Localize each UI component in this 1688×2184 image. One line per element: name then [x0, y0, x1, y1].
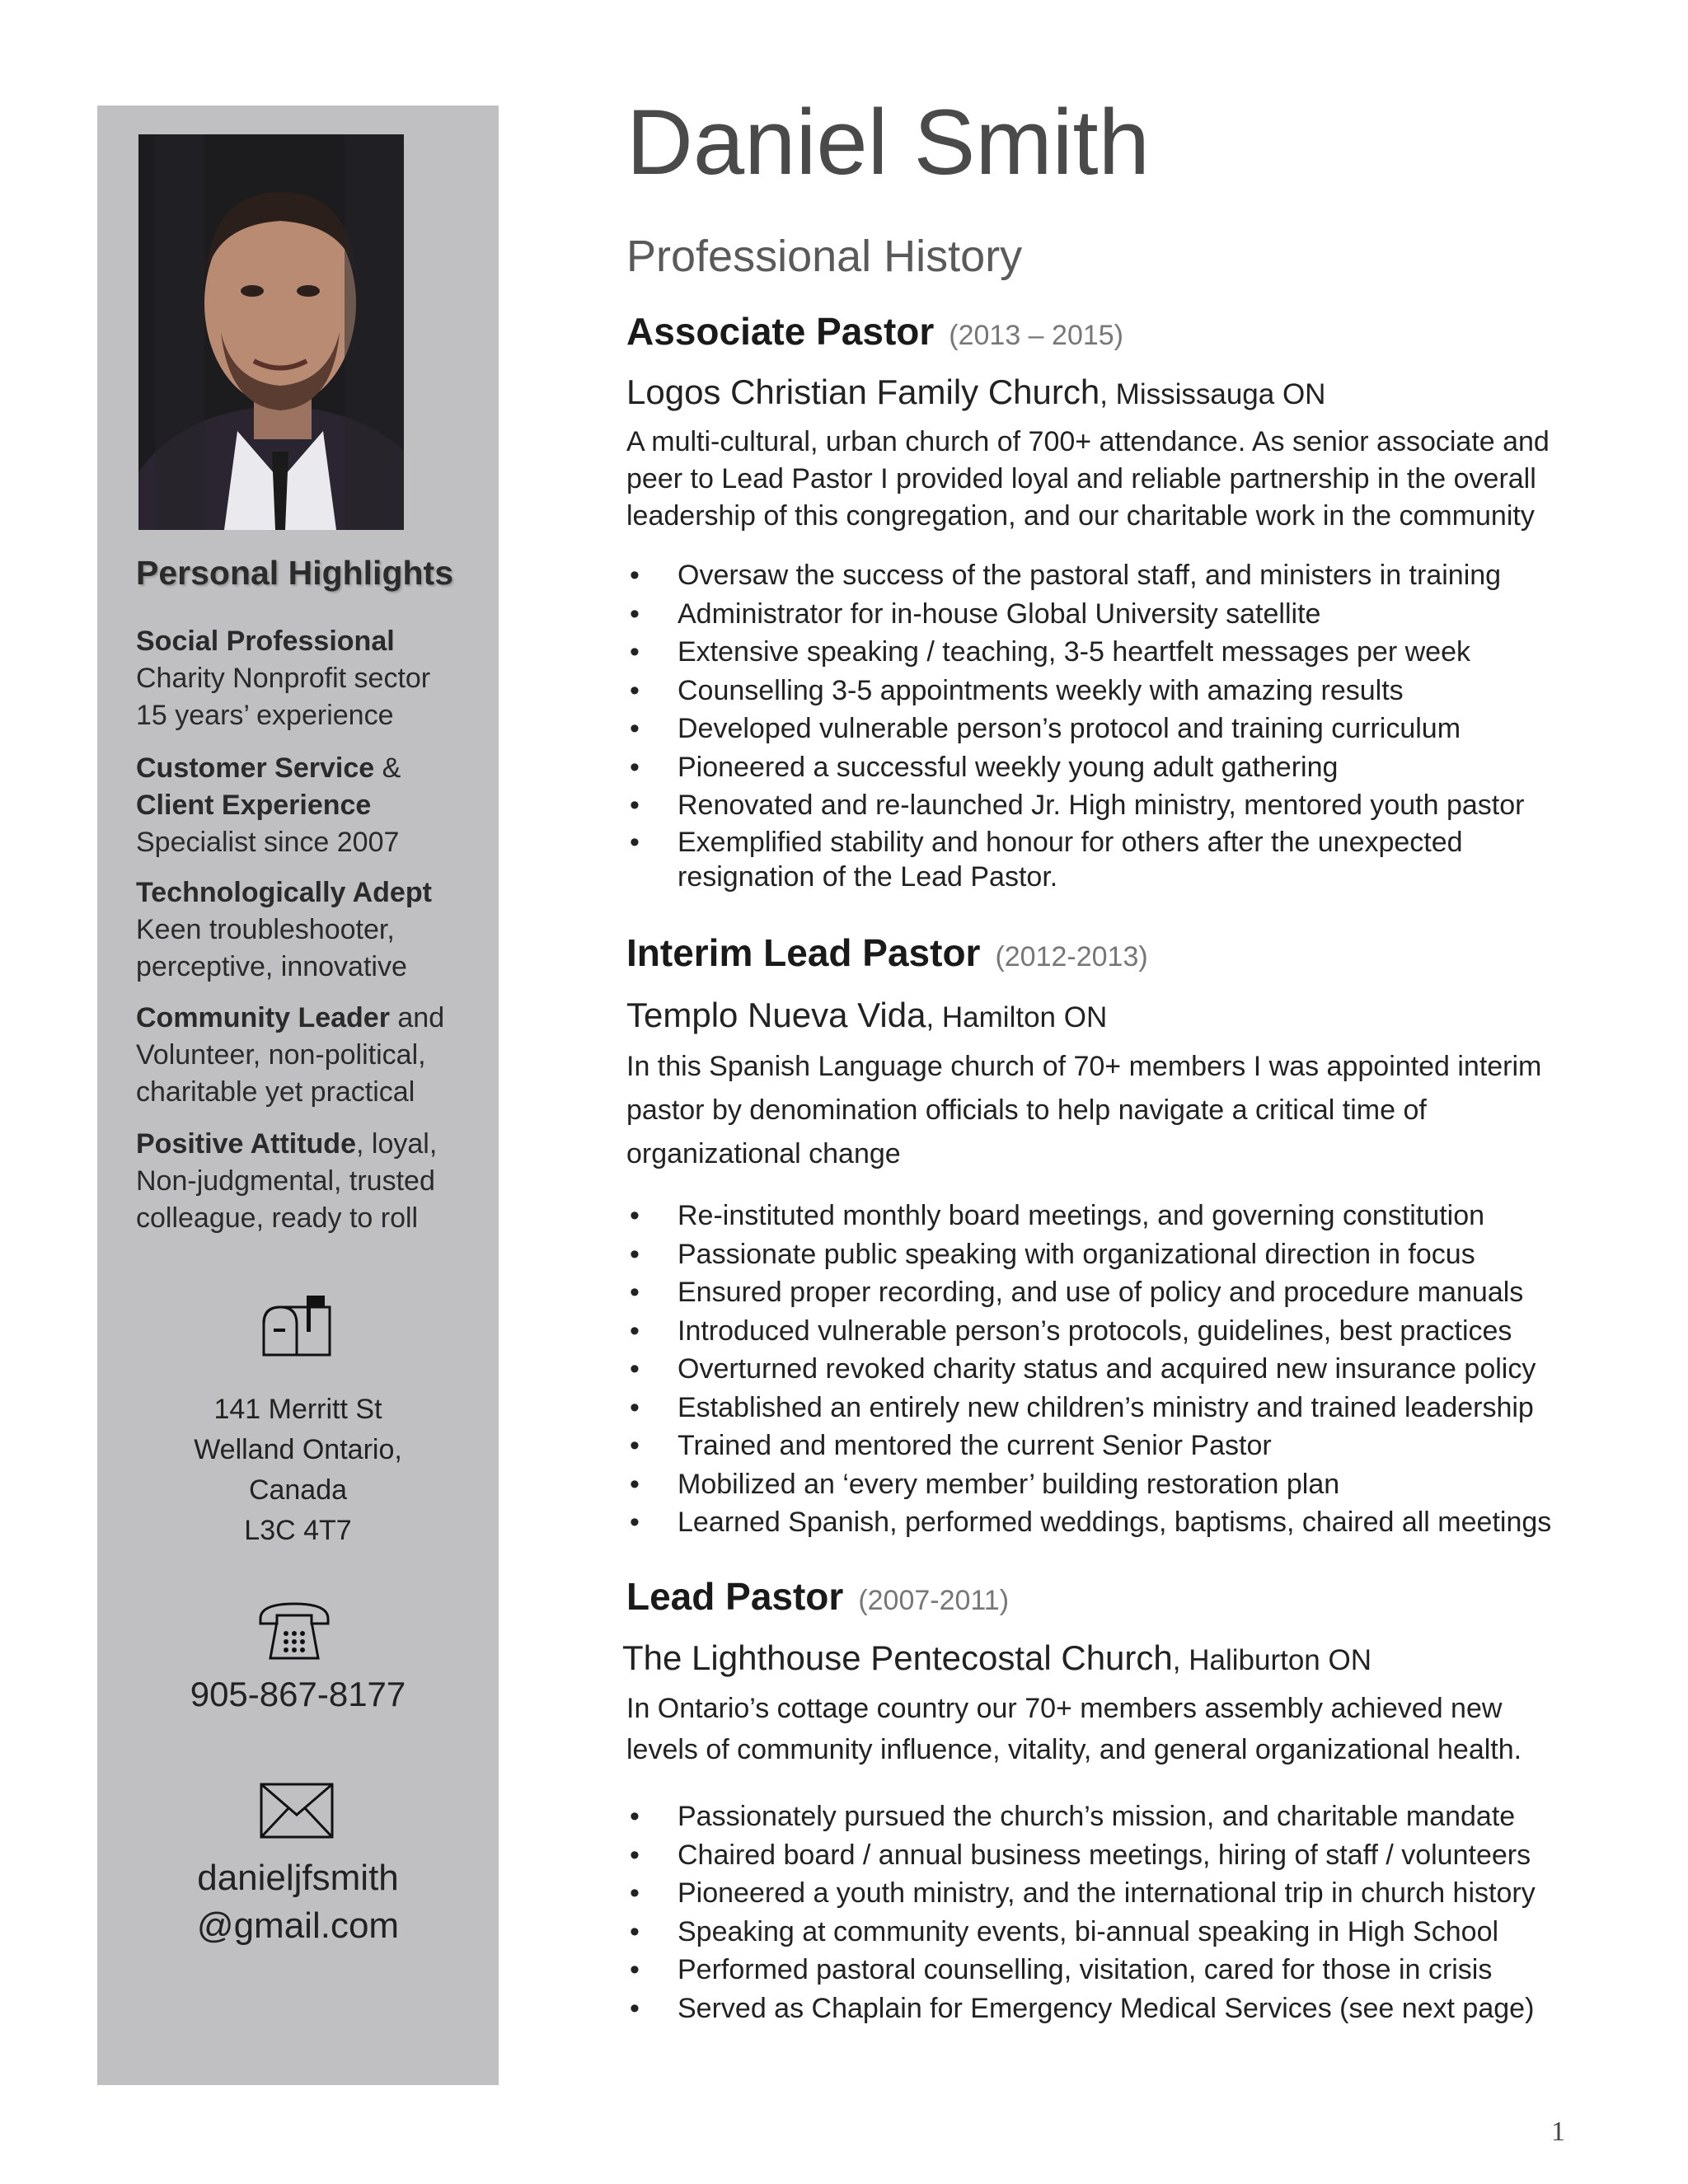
list-item: • Established an entirely new children’s ministry and trained leadership — [626, 1389, 1599, 1427]
list-item: • Passionate public speaking with organizational direction in focus — [626, 1235, 1599, 1274]
list-item: • Developed vulnerable person’s protocol and training curriculum — [626, 710, 1599, 748]
job-organization: Logos Christian Family Church, Mississauga ON — [626, 373, 1326, 411]
list-item: • Extensive speaking / teaching, 3-5 heartfelt messages per week — [626, 633, 1599, 672]
candidate-name: Daniel Smith — [626, 91, 1150, 194]
job-title-associate-pastor: Associate Pastor (2013 – 2015) — [626, 310, 1124, 353]
highlight-positive-attitude: Positive Attitude, loyal, Non-judgmental, trusted colleague, ready to roll — [136, 1128, 438, 1234]
email-address[interactable]: danieljfsmith @gmail.com — [196, 1858, 400, 1946]
list-item: • Served as Chaplain for Emergency Medical Services (see next page) — [626, 1990, 1599, 2028]
list-item: • Counselling 3-5 appointments weekly with amazing results — [626, 672, 1599, 710]
list-item: • Administrator for in-house Global University satellite — [626, 595, 1599, 634]
list-item: • Learned Spanish, performed weddings, baptisms, chaired all meetings — [626, 1503, 1599, 1542]
section-title: Professional History — [626, 232, 1023, 281]
job-description: In Ontario’s cottage country our 70+ members assembly achieved new levels of community influence, vitality, and general organizational health. — [626, 1693, 1522, 1765]
job-title-lead-pastor: Lead Pastor (2007-2011) — [626, 1575, 1010, 1618]
job-years: (2012-2013) — [995, 941, 1148, 972]
mailbox-icon — [257, 1296, 340, 1361]
job-description: In this Spanish Language church of 70+ members I was appointed interim pastor by denomination officials to help navigate a critical time of organizational change — [626, 1051, 1542, 1169]
job-description: A multi-cultural, urban church of 700+ attendance. As senior associate and peer to Lead Pastor I provided loyal and reliable partnership in the overall leadership of this congregation, and our charitable work in the community — [626, 426, 1550, 532]
list-item: • Pioneered a successful weekly young adult gathering — [626, 748, 1599, 787]
list-item: • Overturned revoked charity status and acquired new insurance policy — [626, 1350, 1599, 1389]
address-block: 141 Merritt St Welland Ontario, Canada L3C 4T7 — [194, 1394, 402, 1546]
job-years: (2013 – 2015) — [949, 320, 1124, 351]
list-item: • Re-instituted monthly board meetings, and governing constitution — [626, 1197, 1599, 1235]
list-item: • Trained and mentored the current Senior Pastor — [626, 1427, 1599, 1465]
job-organization: The Lighthouse Pentecostal Church, Haliburton ON — [622, 1638, 1372, 1677]
highlight-customer-service: Customer Service & Client Experience Specialist since 2007 — [136, 752, 401, 858]
telephone-icon — [257, 1601, 331, 1661]
list-item: • Oversaw the success of the pastoral staff, and ministers in training — [626, 556, 1599, 595]
job-bullets — [626, 1197, 1599, 1542]
list-item: • Ensured proper recording, and use of policy and procedure manuals — [626, 1273, 1599, 1312]
list-item: • Introduced vulnerable person’s protocols, guidelines, best practices — [626, 1312, 1599, 1351]
profile-photo — [138, 134, 404, 530]
list-item: • Renovated and re-launched Jr. High ministry, mentored youth pastor — [626, 786, 1599, 825]
phone-number[interactable]: 905-867-8177 — [190, 1675, 406, 1713]
highlight-community-leader: Community Leader and Volunteer, non-political, charitable yet practical — [136, 1002, 445, 1108]
job-bullets — [626, 1797, 1599, 2027]
list-item: • Pioneered a youth ministry, and the international trip in church history — [626, 1874, 1599, 1913]
list-item: • Mobilized an ‘every member’ building restoration plan — [626, 1465, 1599, 1504]
personal-highlights-title: Personal Highlights — [136, 554, 453, 592]
job-title-interim-lead-pastor: Interim Lead Pastor (2012-2013) — [626, 931, 1148, 974]
list-item: • Passionately pursued the church’s mission, and charitable mandate — [626, 1797, 1599, 1836]
highlight-social-professional: Social Professional Charity Nonprofit sector 15 years’ experience — [136, 626, 431, 731]
page-number: 1 — [1551, 2116, 1565, 2147]
list-item: • Chaired board / annual business meetings, hiring of staff / volunteers — [626, 1836, 1599, 1875]
list-item: • Speaking at community events, bi-annual speaking in High School — [626, 1913, 1599, 1952]
list-item: • Performed pastoral counselling, visitation, cared for those in crisis — [626, 1951, 1599, 1990]
list-item: • Exemplified stability and honour for others after the unexpected resignation of the Lead Pastor. — [626, 825, 1502, 894]
job-years: (2007-2011) — [858, 1585, 1010, 1616]
job-organization: Templo Nueva Vida, Hamilton ON — [626, 996, 1108, 1034]
envelope-icon — [259, 1782, 335, 1840]
highlight-technologically-adept: Technologically Adept Keen troubleshooter, perceptive, innovative — [136, 877, 432, 982]
job-bullets — [626, 556, 1599, 894]
